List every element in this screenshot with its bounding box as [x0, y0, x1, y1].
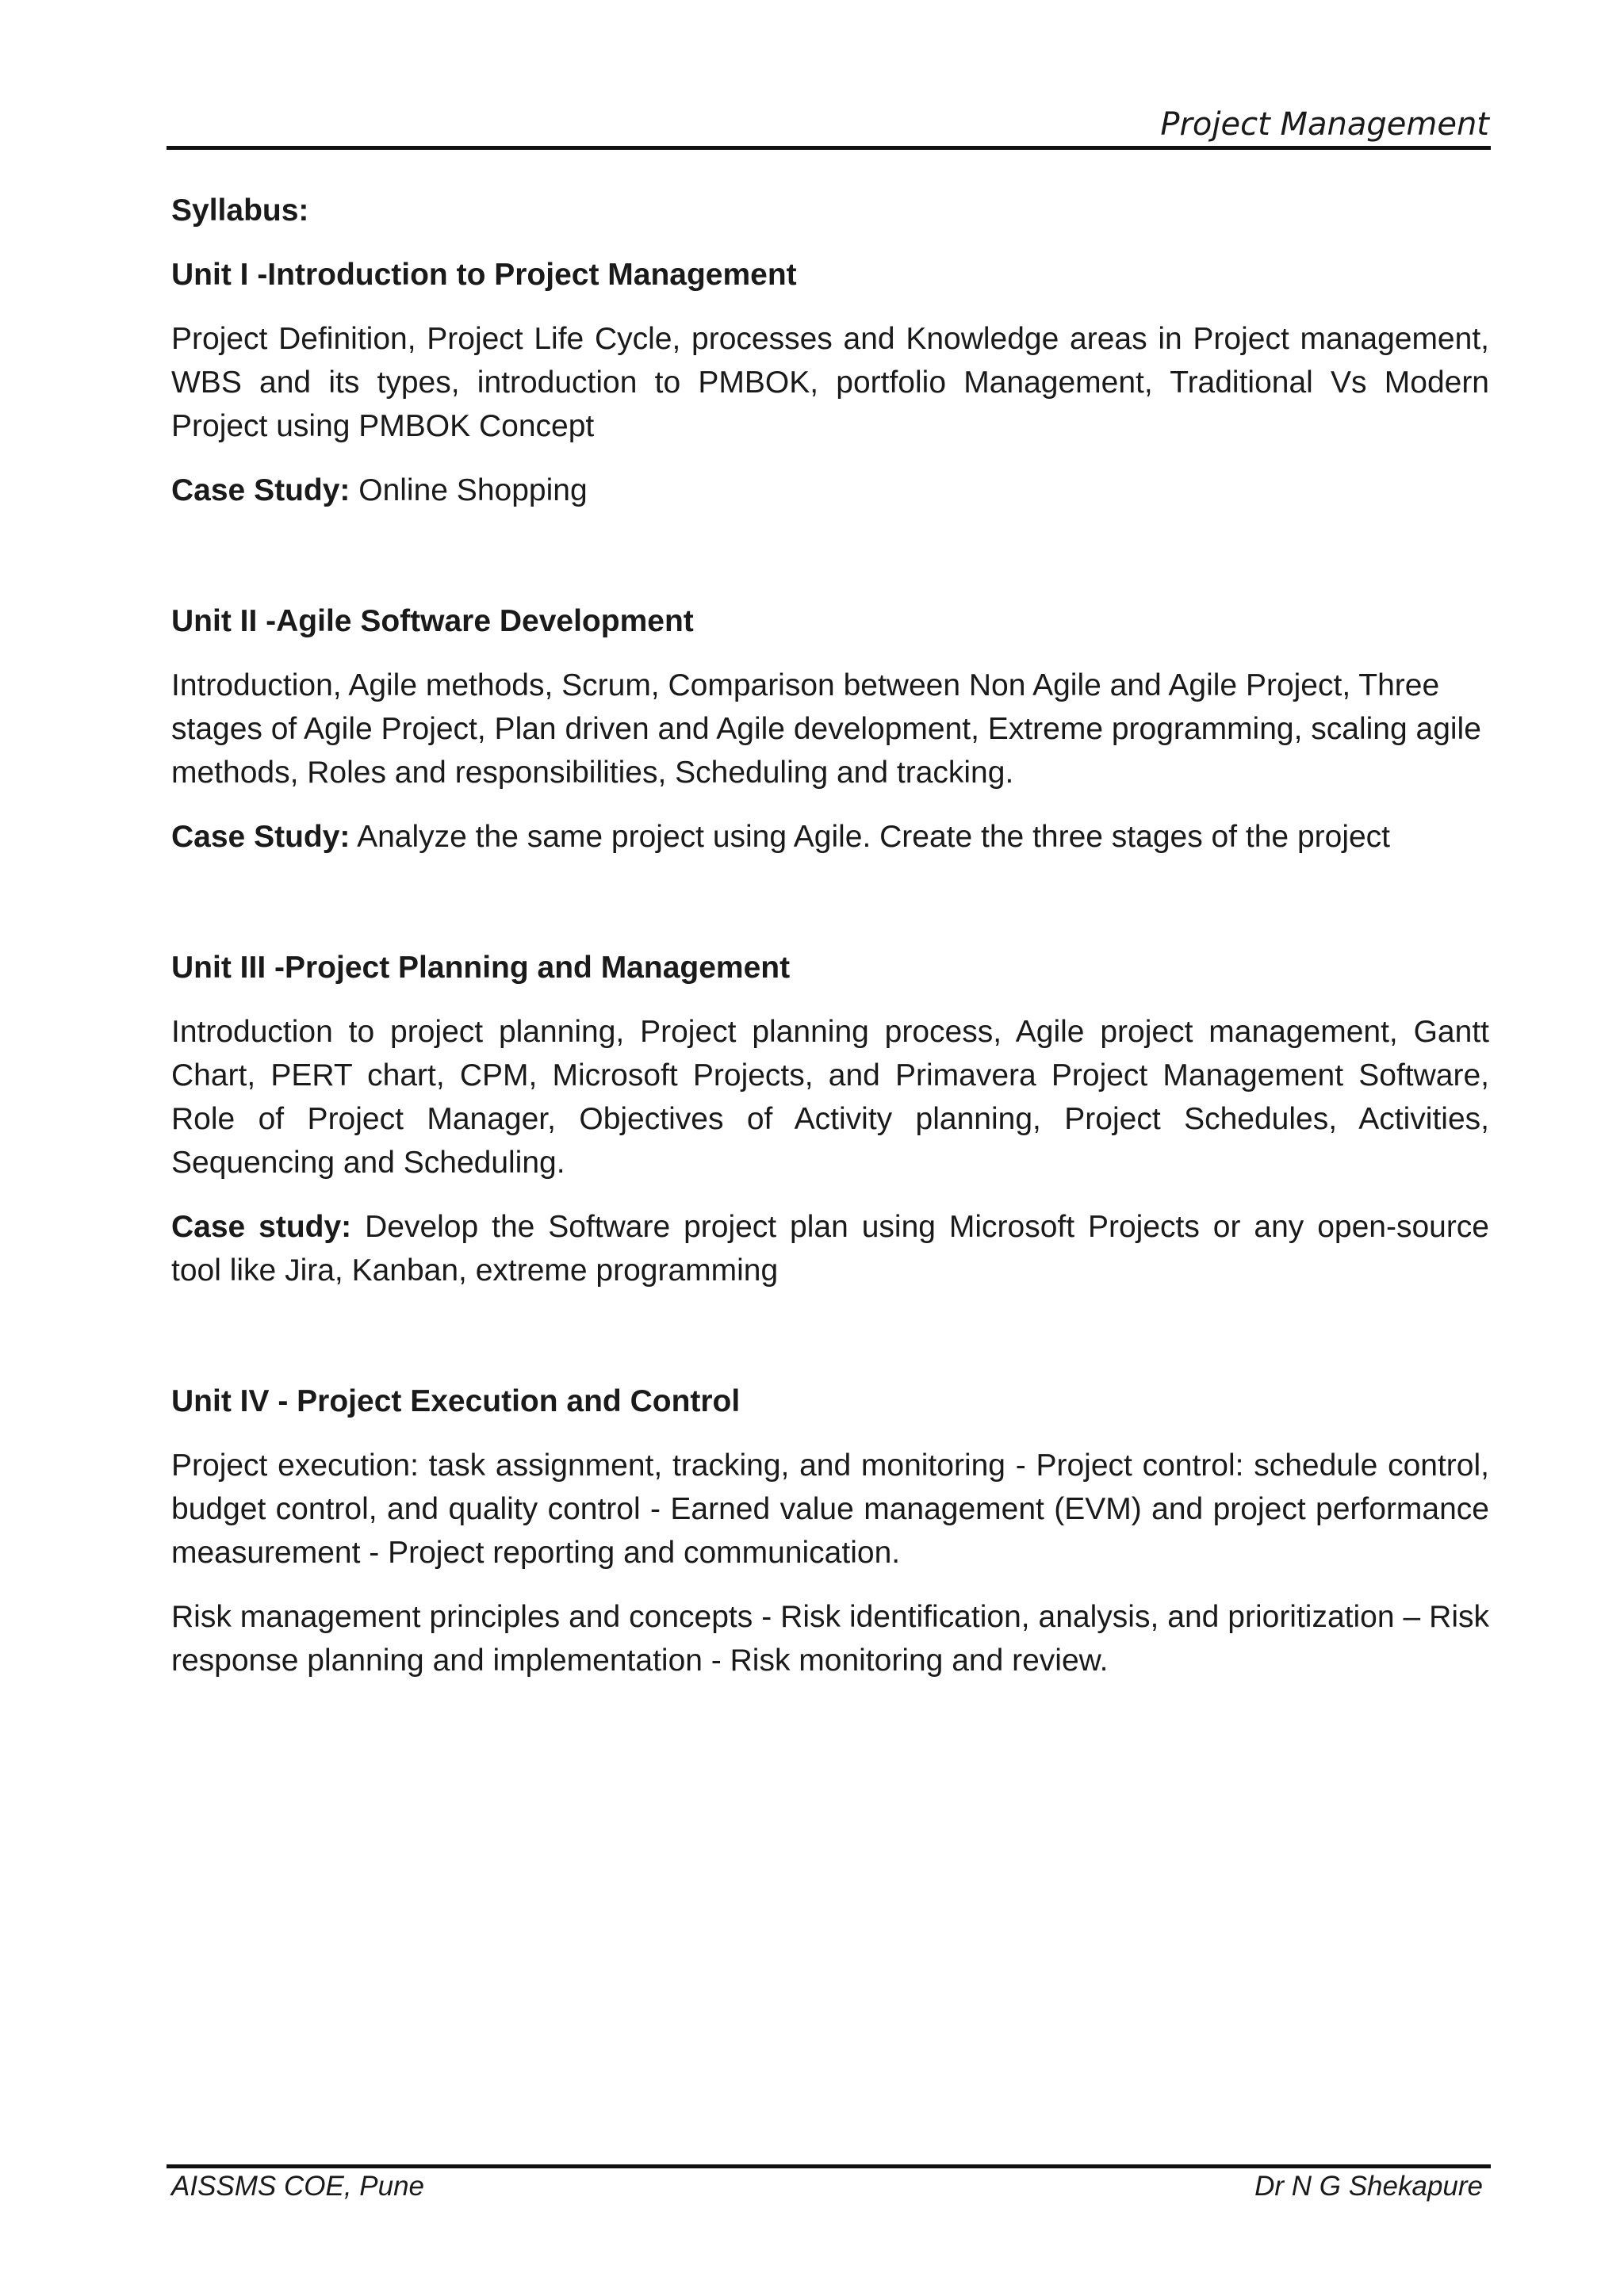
- footer-author: Dr N G Shekapure: [1254, 2171, 1483, 2202]
- unit-paragraph: Project Definition, Project Life Cycle, processes and Knowledge areas in Project management, WBS and its types, introduction to PMBOK, portfolio Management, Traditional Vs Modern Project using PMBOK Concept: [171, 322, 1489, 443]
- case-study-label: Case Study:: [171, 820, 350, 854]
- case-study: [171, 815, 1489, 859]
- case-study-text: Online Shopping: [350, 473, 588, 507]
- section-spacer: [171, 879, 1489, 946]
- footer-rule: [167, 2164, 1491, 2168]
- case-study-label: Case study:: [171, 1210, 352, 1244]
- unit-title: Unit II -Agile Software Development: [171, 604, 694, 638]
- unit-paragraph: Risk management principles and concepts - Risk identification, analysis, and prioritization – Risk response planning and implementation - Risk monitoring and review.: [171, 1600, 1489, 1678]
- case-study-label: Case Study:: [171, 473, 350, 507]
- section-spacer: [171, 533, 1489, 599]
- header-rule: [167, 146, 1491, 150]
- unit-section: [171, 253, 1489, 512]
- syllabus-content: [171, 189, 1489, 1703]
- case-study: [171, 1205, 1489, 1292]
- unit-paragraph: Introduction, Agile methods, Scrum, Comparison between Non Agile and Agile Project, Three stages of Agile Project, Plan driven and Agile development, Extreme programming, scaling agile methods, Roles and responsibilities, Scheduling and tracking.: [171, 668, 1481, 790]
- section-spacer: [171, 1313, 1489, 1380]
- footer-institution: AISSMS COE, Pune: [171, 2171, 425, 2202]
- unit-title: Unit III -Project Planning and Management: [171, 951, 791, 985]
- case-study: [171, 469, 1489, 512]
- syllabus-heading: Syllabus:: [171, 193, 309, 228]
- unit-section: [171, 599, 1489, 859]
- unit-paragraph: Project execution: task assignment, tracking, and monitoring - Project control: schedule control, budget control, and quality control - Earned value management (EVM) and project performance measurement - Project reporting and communication.: [171, 1448, 1489, 1570]
- unit-section: [171, 1380, 1489, 1682]
- unit-title: Unit IV - Project Execution and Control: [171, 1384, 741, 1418]
- header-title: Project Management: [1160, 106, 1489, 143]
- unit-title: Unit I -Introduction to Project Management: [171, 258, 797, 292]
- unit-section: [171, 946, 1489, 1292]
- unit-paragraph: Introduction to project planning, Project planning process, Agile project management, Gantt Chart, PERT chart, CPM, Microsoft Projects, and Primavera Project Management Software, Role of Project Manager, Objectives of Activity planning, Project Schedules, Activities, Sequencing and Scheduling.: [171, 1015, 1489, 1180]
- case-study-text: Develop the Software project plan using Microsoft Projects or any open-source tool like Jira, Kanban, extreme programming: [171, 1210, 1490, 1288]
- case-study-text: Analyze the same project using Agile. Create the three stages of the project: [350, 820, 1391, 854]
